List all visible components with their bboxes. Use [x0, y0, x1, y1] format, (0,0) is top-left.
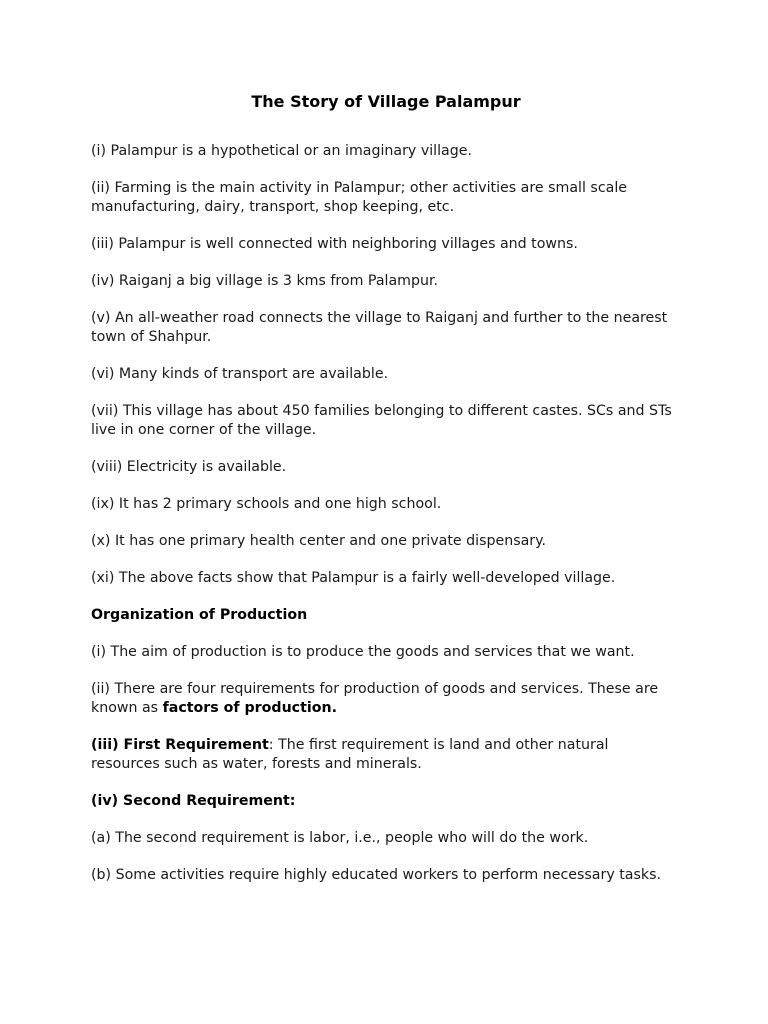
section-heading: Organization of Production — [91, 607, 308, 623]
list-item: (ii) Farming is the main activity in Palampur; other activities are small scale manufacturing, dairy, transport, shop keeping, etc. — [91, 180, 627, 215]
list-item: (vi) Many kinds of transport are available. — [91, 366, 389, 382]
list-item: (i) Palampur is a hypothetical or an imaginary village. — [91, 143, 472, 159]
list-item-text: : The first requirement is land and other natural resources such as water, forests and minerals. — [91, 737, 609, 772]
list-item: (ix) It has 2 primary schools and one high school. — [91, 496, 442, 512]
list-item: (iii) Palampur is well connected with neighboring villages and towns. — [91, 236, 578, 252]
list-item-text: (ii) There are four requirements for production of goods and services. These are known as — [91, 681, 659, 716]
list-item: (i) The aim of production is to produce the goods and services that we want. — [91, 644, 635, 660]
bold-term: (iii) First Requirement — [91, 737, 269, 753]
list-item: (a) The second requirement is labor, i.e., people who will do the work. — [91, 830, 589, 846]
list-item: (x) It has one primary health center and one private dispensary. — [91, 533, 546, 549]
bold-term: factors of production. — [162, 700, 337, 716]
list-item: (xi) The above facts show that Palampur is a fairly well-developed village. — [91, 570, 616, 586]
list-item: (v) An all-weather road connects the village to Raiganj and further to the nearest town of Shahpur. — [91, 310, 668, 345]
list-item: (vii) This village has about 450 families belonging to different castes. SCs and STs live in one corner of the village. — [91, 403, 672, 438]
list-item: (viii) Electricity is available. — [91, 459, 287, 475]
list-item: (b) Some activities require highly educated workers to perform necessary tasks. — [91, 867, 661, 883]
document-page — [91, 92, 681, 903]
list-item — [91, 680, 681, 718]
list-item: (iv) Raiganj a big village is 3 kms from Palampur. — [91, 273, 439, 289]
list-item — [91, 736, 681, 774]
subsection-heading: (iv) Second Requirement: — [91, 793, 296, 809]
page-title: The Story of Village Palampur — [251, 92, 521, 111]
